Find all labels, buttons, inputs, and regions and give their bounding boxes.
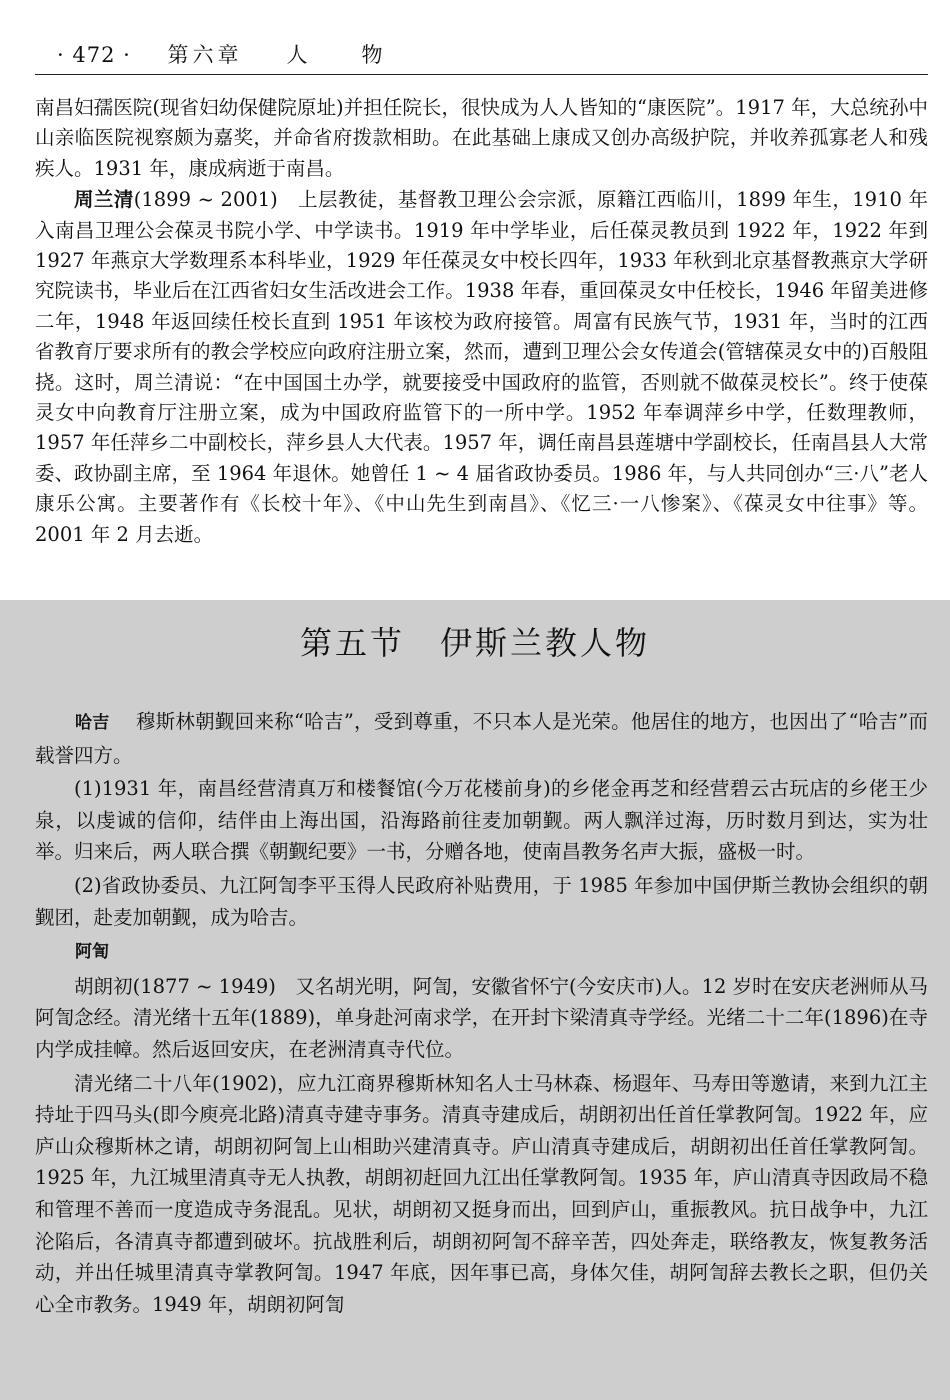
chapter-number: 第六章 (167, 43, 243, 67)
hajji-intro-paragraph (35, 706, 928, 771)
hajji-paragraph-2: (2)省政协委员、九江阿訇李平玉得人民政府补贴费用，于 1985 年参加中国伊斯兰教协会组织的朝觐团，赴麦加朝觐，成为哈吉。 (35, 873, 928, 929)
person-dates: (1899 ~ 2001) (133, 188, 278, 212)
upper-body-text (35, 93, 928, 551)
page-number: · 472 · (57, 43, 131, 67)
hajji-paragraph-1: (1)1931 年，南昌经营清真万和楼餐馆(今万花楼前身)的乡佬金再芝和经营碧云古玩店的乡佬王少泉，以虔诚的信仰，结伴由上海出国，沿海路前往麦加朝觐。两人飘洋过海，历时数月到达，实为壮举。归来后，两人联合撰《朝觐纪要》一书，分赠各地，使南昌教务名声大振，盛极一时。 (35, 777, 928, 864)
ahong-label: 阿訇 (75, 942, 109, 963)
lower-page-region (0, 600, 950, 1400)
chapter-title: 人 物 (286, 43, 387, 67)
hajji-intro: 穆斯林朝觐回来称“哈吉”，受到尊重，不只本人是光荣。他居住的地方，也因出了“哈吉”而载誉四方。 (35, 710, 928, 767)
person-name: 周兰清 (74, 188, 134, 212)
chapter-heading (167, 38, 386, 72)
hu-langchu-paragraph-1: 胡朗初(1877 ~ 1949) 又名胡光明，阿訇，安徽省怀宁(今安庆市)人。12 岁时在安庆老洲师从马阿訇念经。清光绪十五年(1889)，单身赴河南求学，在开封卞梁清真寺学经。光绪二十二年(1896)在寺内学成挂幛。然后返回安庆，在老洲清真寺代位。 (35, 974, 928, 1061)
zhou-lanqing-paragraph (35, 185, 928, 550)
section-title: 第五节 伊斯兰教人物 (299, 624, 650, 662)
kang-cheng-paragraph-end: 南昌妇孺医院(现省妇幼保健院原址)并担任院长，很快成为人人皆知的“康医院”。1917 年，大总统孙中山亲临医院视察颇为嘉奖，并命省府拨款相助。在此基础上康成又创办高级护院，并收养孤寡老人和残疾人。1931 年，康成病逝于南昌。 (35, 96, 928, 180)
person-biography: 上层教徒，基督教卫理公会宗派，原籍江西临川，1899 年生，1910 年入南昌卫理公会葆灵书院小学、中学读书。1919 年中学毕业，后任葆灵教员到 1922 年，1922 年到 1927 年燕京大学数理系本科毕业，1929 年任葆灵女中校长四年，1933 年秋到北京基督教燕京大学研究院读书，毕业后在江西省妇女生活改进会工作。1938 年春，重回葆灵女中任校长，1946 年留美进修二年，1948 年返回续任校长直到 1951 年该校为政府接管。周富有民族气节，1931 年，当时的江西省教育厅要求所有的教会学校应向政府注册立案，然而，遭到卫理公会女传道会(管辖葆灵女中的)百般阻挠。这时，周兰清说：“在中国国土办学，就要接受中国政府的监管，否则就不做葆灵校长”。终于使葆灵女中向教育厅注册立案，成为中国政府监管下的一所中学。1952 年奉调萍乡中学，任数理教师，1957 年任萍乡二中副校长，萍乡县人大代表。1957 年，调任南昌县莲塘中学副校长，任南昌县人大常委、政协副主席，至 1964 年退休。她曾任 1 ~ 4 届省政协委员。1986 年，与人共同创办“三·八”老人康乐公寓。主要著作有《长校十年》、《中山先生到南昌》、《忆三·一八惨案》、《葆灵女中往事》等。2001 年 2 月去逝。 (35, 188, 928, 546)
upper-page-region (0, 0, 950, 600)
running-head (35, 38, 928, 75)
ahong-label-line (35, 935, 928, 969)
hu-langchu-paragraph-2: 清光绪二十八年(1902)，应九江商界穆斯林知名人士马林森、杨遐年、马寿田等邀请，来到九江主持址于四马头(即今庾亮北路)清真寺建寺事务。清真寺建成后，胡朗初出任首任掌教阿訇。1922 年，应庐山众穆斯林之请，胡朗初阿訇上山相助兴建清真寺。庐山清真寺建成后，胡朗初出任首任掌教阿訇。1925 年，九江城里清真寺无人执教，胡朗初赶回九江出任掌教阿訇。1935 年，庐山清真寺因政局不稳和管理不善而一度造成寺务混乱。见状，胡朗初又挺身而出，回到庐山，重振教风。抗日战争中，九江沦陷后，各清真寺都遭到破坏。抗战胜利后，胡朗初阿訇不辞辛苦，四处奔走，联络教友，恢复教务活动，并出任城里清真寺掌教阿訇。1947 年底，因年事已高，身体欠佳，胡阿訇辞去教长之职，但仍关心全市教务。1949 年，胡朗初阿訇 (35, 1071, 928, 1316)
lower-body-text (35, 706, 928, 1322)
hajji-label: 哈吉 (75, 713, 110, 733)
